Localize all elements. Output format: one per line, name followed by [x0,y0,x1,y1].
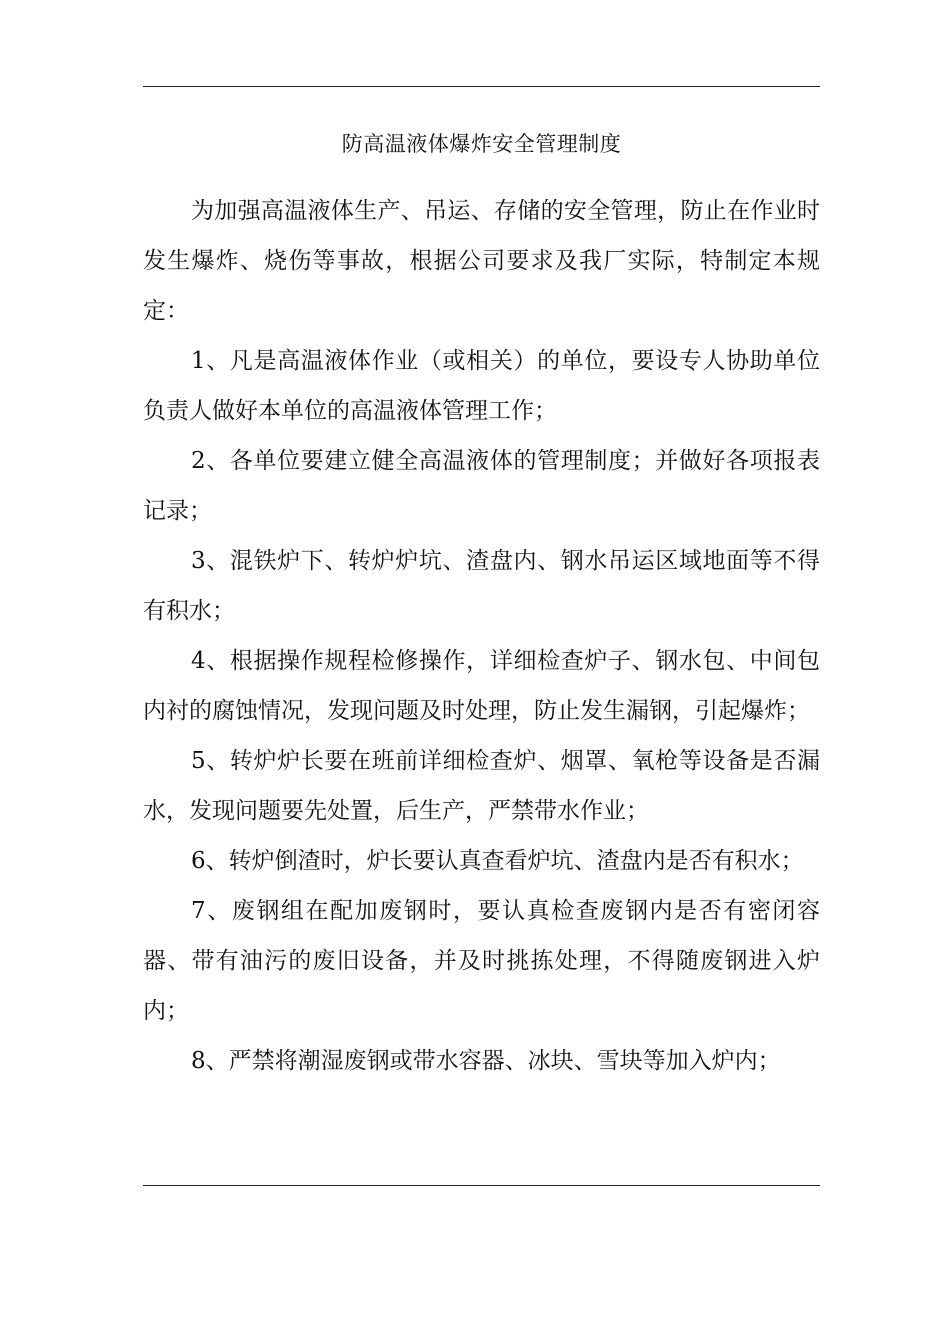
rule-item-8: 8、严禁将潮湿废钢或带水容器、冰块、雪块等加入炉内； [191,1048,781,1074]
rule-item-6: 6、转炉倒渣时，炉长要认真查看炉坑、渣盘内是否有积水； [191,848,804,874]
intro-paragraph: 为加强高温液体生产、吊运、存储的安全管理，防止在作业时发生爆炸、烧伤等事故，根据公司要求及我厂实际，特制定本规定： [143,198,820,324]
rule-item-5: 5、转炉炉长要在班前详细检查炉、烟罩、氧枪等设备是否漏水，发现问题要先处置，后生产，严禁带水作业； [143,748,820,824]
rule-item-7: 7、废钢组在配加废钢时，要认真检查废钢内是否有密闭容器、带有油污的废旧设备，并及时挑拣处理，不得随废钢进入炉内； [143,898,820,1024]
header-rule [143,86,820,87]
footer-rule [143,1185,820,1186]
rule-item-1: 1、凡是高温液体作业（或相关）的单位，要设专人协助单位负责人做好本单位的高温液体管理工作； [143,348,820,424]
rule-item-3: 3、混铁炉下、转炉炉坑、渣盘内、钢水吊运区域地面等不得有积水； [143,548,820,624]
document-body [143,186,820,1086]
document-title: 防高温液体爆炸安全管理制度 [341,132,622,156]
rule-item-2: 2、各单位要建立健全高温液体的管理制度；并做好各项报表记录； [143,448,820,524]
rule-item-4: 4、根据操作规程检修操作，详细检查炉子、钢水包、中间包内衬的腐蚀情况，发现问题及时处理，防止发生漏钢，引起爆炸； [143,648,820,724]
